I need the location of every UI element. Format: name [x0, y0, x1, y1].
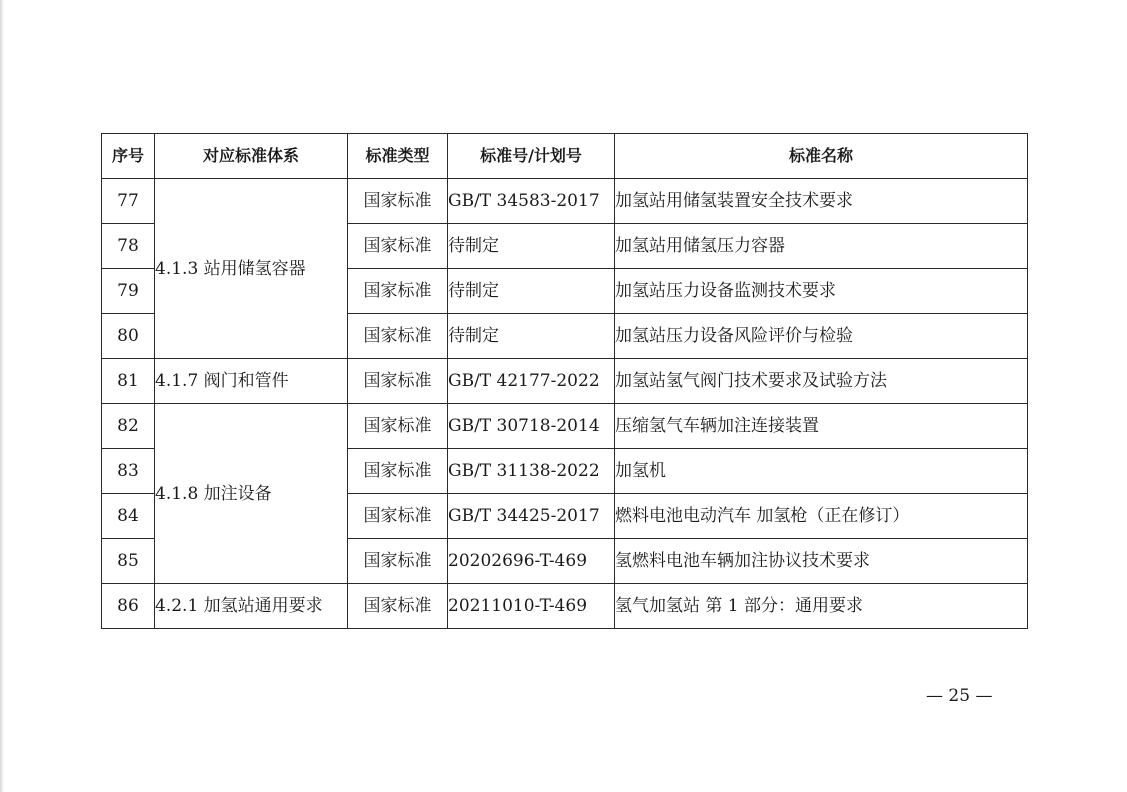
standard-name: 燃料电池电动汽车 加氢枪（正在修订） — [615, 494, 1028, 539]
header-code: 标准号/计划号 — [448, 134, 615, 179]
table-header-row — [102, 134, 1028, 179]
row-number: 83 — [102, 449, 155, 494]
page-number: — 25 — — [926, 686, 993, 706]
standard-system-cell: 4.1.8 加注设备 — [155, 404, 348, 584]
row-number: 78 — [102, 224, 155, 269]
header-no: 序号 — [102, 134, 155, 179]
row-number: 80 — [102, 314, 155, 359]
standard-type: 国家标准 — [348, 224, 448, 269]
standard-type: 国家标准 — [348, 449, 448, 494]
standard-system-cell: 4.1.3 站用储氢容器 — [155, 179, 348, 359]
standard-name: 氢气加氢站 第 1 部分：通用要求 — [615, 584, 1028, 629]
standard-type: 国家标准 — [348, 404, 448, 449]
standard-name: 加氢站压力设备监测技术要求 — [615, 269, 1028, 314]
standard-code: GB/T 34425-2017 — [448, 494, 615, 539]
table-row — [102, 359, 1028, 404]
row-number: 81 — [102, 359, 155, 404]
standard-code: GB/T 42177-2022 — [448, 359, 615, 404]
standard-code: 20202696-T-469 — [448, 539, 615, 584]
page-edge-shadow — [0, 0, 4, 792]
standard-type: 国家标准 — [348, 314, 448, 359]
standard-system-cell: 4.2.1 加氢站通用要求 — [155, 584, 348, 629]
standard-system-cell: 4.1.7 阀门和管件 — [155, 359, 348, 404]
row-number: 82 — [102, 404, 155, 449]
standard-name: 加氢站用储氢装置安全技术要求 — [615, 179, 1028, 224]
standard-type: 国家标准 — [348, 494, 448, 539]
row-number: 84 — [102, 494, 155, 539]
standard-name: 加氢站用储氢压力容器 — [615, 224, 1028, 269]
standards-table — [101, 133, 1028, 629]
standard-code: GB/T 34583-2017 — [448, 179, 615, 224]
standard-code: GB/T 30718-2014 — [448, 404, 615, 449]
standard-type: 国家标准 — [348, 179, 448, 224]
standard-name: 加氢站压力设备风险评价与检验 — [615, 314, 1028, 359]
row-number: 85 — [102, 539, 155, 584]
standard-code: 待制定 — [448, 314, 615, 359]
standard-code: 待制定 — [448, 269, 615, 314]
standard-type: 国家标准 — [348, 584, 448, 629]
standard-name: 氢燃料电池车辆加注协议技术要求 — [615, 539, 1028, 584]
standard-type: 国家标准 — [348, 269, 448, 314]
standard-code: 20211010-T-469 — [448, 584, 615, 629]
standard-name: 压缩氢气车辆加注连接装置 — [615, 404, 1028, 449]
standard-name: 加氢站氢气阀门技术要求及试验方法 — [615, 359, 1028, 404]
header-type: 标准类型 — [348, 134, 448, 179]
standard-type: 国家标准 — [348, 359, 448, 404]
row-number: 86 — [102, 584, 155, 629]
row-number: 79 — [102, 269, 155, 314]
standard-type: 国家标准 — [348, 539, 448, 584]
table-row — [102, 179, 1028, 224]
standard-name: 加氢机 — [615, 449, 1028, 494]
header-system: 对应标准体系 — [155, 134, 348, 179]
standard-code: 待制定 — [448, 224, 615, 269]
table-row — [102, 404, 1028, 449]
standard-code: GB/T 31138-2022 — [448, 449, 615, 494]
table-row — [102, 584, 1028, 629]
row-number: 77 — [102, 179, 155, 224]
header-name: 标准名称 — [615, 134, 1028, 179]
